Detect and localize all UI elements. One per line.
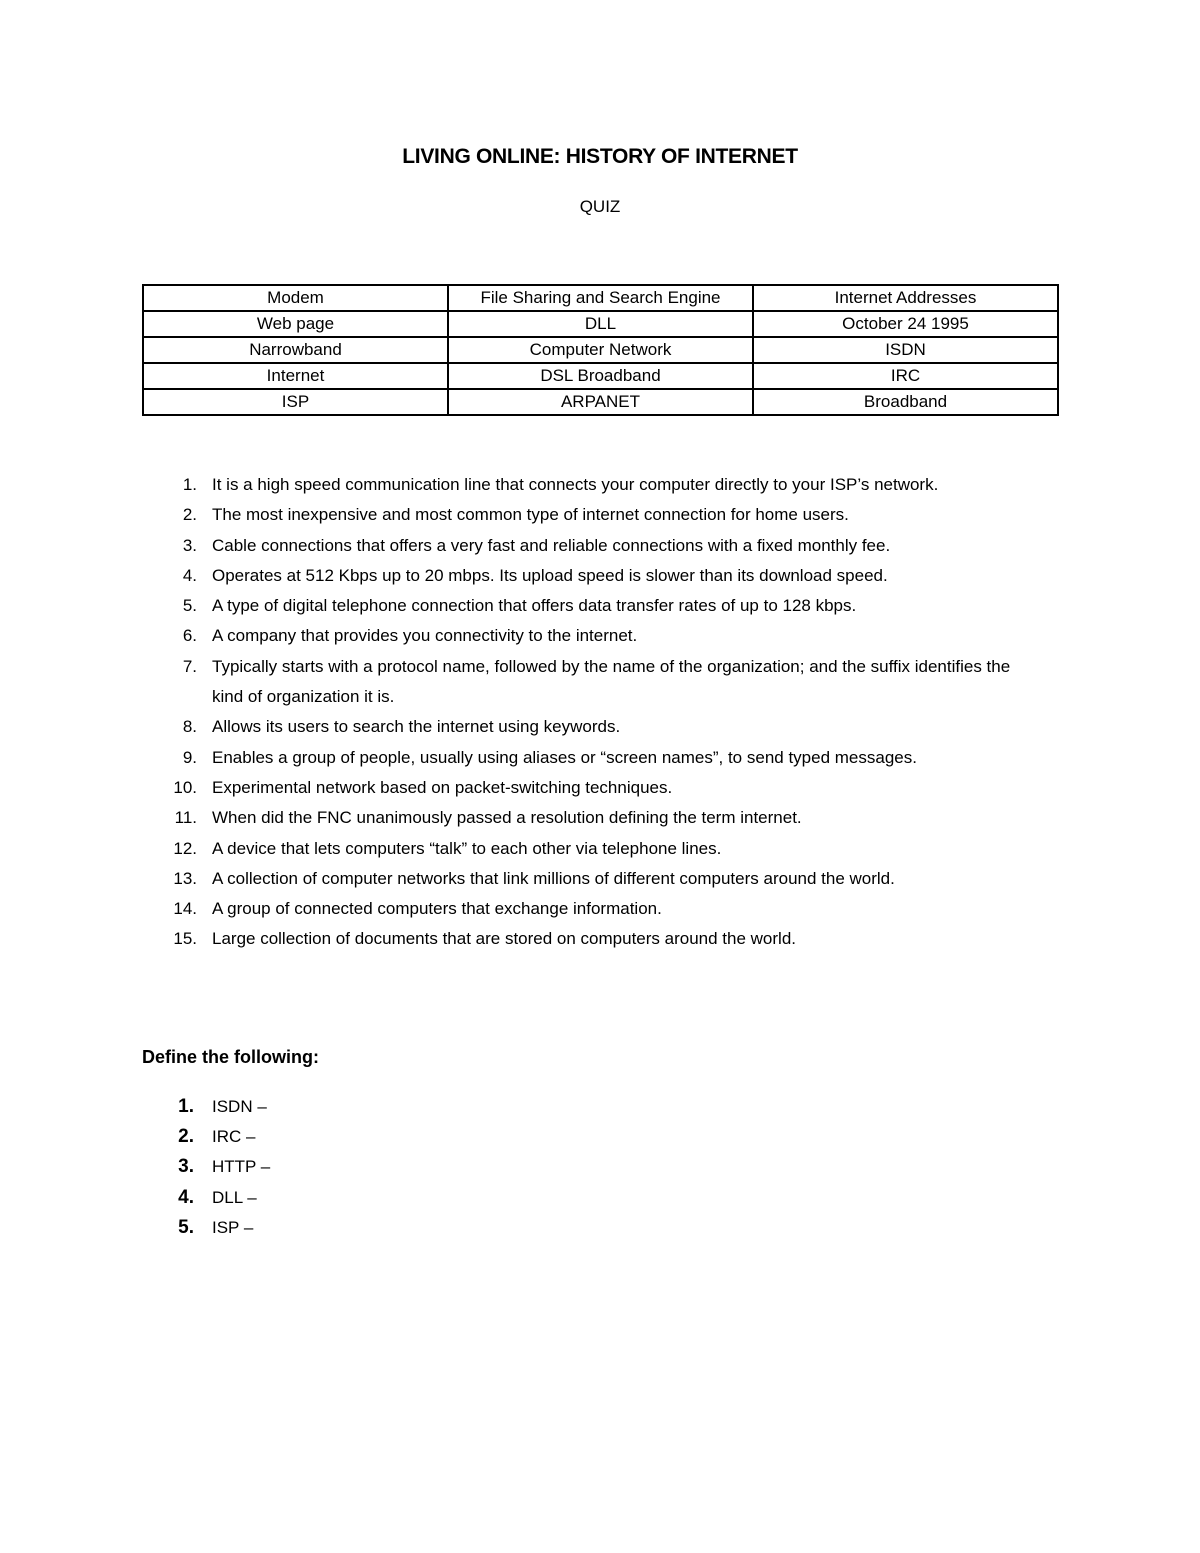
- table-cell: DLL: [448, 311, 753, 337]
- item-number: 5.: [182, 596, 197, 616]
- item-number: 4.: [182, 565, 197, 585]
- item-number: 10.: [173, 777, 197, 797]
- table-cell: IRC: [753, 363, 1058, 389]
- list-item: [142, 531, 1042, 561]
- list-item: [142, 1092, 742, 1122]
- item-number: 13.: [173, 868, 197, 888]
- table-cell: Computer Network: [448, 337, 753, 363]
- table-cell: Internet: [143, 363, 448, 389]
- list-item: [142, 743, 1042, 773]
- list-item: [142, 864, 1042, 894]
- table-cell: DSL Broadband: [448, 363, 753, 389]
- question-list: [142, 470, 1042, 955]
- item-text: Experimental network based on packet-switching techniques.: [212, 777, 673, 797]
- table-row: [143, 337, 1058, 363]
- item-text: A group of connected computers that exchange information.: [212, 899, 662, 919]
- list-item: [142, 834, 1042, 864]
- item-text: The most inexpensive and most common type of internet connection for home users.: [212, 505, 849, 525]
- item-number: 1.: [182, 475, 197, 494]
- item-text: When did the FNC unanimously passed a resolution defining the term internet.: [212, 808, 802, 828]
- word-bank-table: [142, 284, 1059, 416]
- item-text: Allows its users to search the internet using keywords.: [212, 717, 621, 737]
- table-cell: October 24 1995: [753, 311, 1058, 337]
- list-item: [142, 773, 1042, 803]
- item-text: Operates at 512 Kbps up to 20 mbps. Its upload speed is slower than its download speed.: [212, 565, 888, 585]
- item-number: 1.: [178, 1096, 194, 1117]
- item-number: 9.: [182, 747, 197, 767]
- list-item: [142, 621, 1042, 651]
- item-number: 3.: [182, 535, 197, 555]
- item-number: 6.: [182, 626, 197, 646]
- table-cell: Modem: [143, 285, 448, 311]
- item-number: 5.: [178, 1216, 194, 1238]
- item-text: A company that provides you connectivity to the internet.: [212, 626, 638, 646]
- list-item: [142, 803, 1042, 833]
- list-item: [142, 561, 1042, 591]
- item-text: Typically starts with a protocol name, followed by the name of the organization; and the suffix identifies the kind of organization it is.: [212, 656, 1011, 707]
- table-row: [143, 285, 1058, 311]
- table-cell: File Sharing and Search Engine: [448, 285, 753, 311]
- define-list: [142, 1092, 742, 1243]
- item-text: Cable connections that offers a very fast and reliable connections with a fixed monthly fee.: [212, 535, 891, 555]
- item-text: ISDN –: [212, 1097, 267, 1116]
- item-text: A type of digital telephone connection that offers data transfer rates of up to 128 kbps.: [212, 596, 857, 616]
- item-number: 8.: [182, 717, 197, 737]
- list-item: [142, 712, 1042, 742]
- item-text: DLL –: [212, 1187, 257, 1207]
- document-subtitle: QUIZ: [579, 197, 621, 216]
- item-text: Enables a group of people, usually using aliases or “screen names”, to send typed messages.: [212, 747, 917, 767]
- table-cell: Narrowband: [143, 337, 448, 363]
- item-number: 15.: [173, 929, 197, 949]
- item-text: It is a high speed communication line that connects your computer directly to your ISP’s network.: [212, 475, 939, 494]
- item-number: 2.: [182, 505, 197, 525]
- table-cell: Broadband: [753, 389, 1058, 415]
- item-text: IRC –: [212, 1127, 256, 1147]
- item-number: 7.: [182, 656, 197, 676]
- list-item: [142, 652, 1042, 713]
- list-item: [142, 500, 1042, 530]
- item-number: 12.: [173, 838, 197, 858]
- table-cell: Internet Addresses: [753, 285, 1058, 311]
- define-heading: Define the following:: [142, 1047, 319, 1067]
- item-text: HTTP –: [212, 1157, 271, 1177]
- item-number: 14.: [173, 899, 197, 919]
- item-text: ISP –: [212, 1217, 254, 1237]
- table-cell: ISP: [143, 389, 448, 415]
- list-item: [142, 591, 1042, 621]
- table-row: [143, 389, 1058, 415]
- item-number: 4.: [178, 1186, 194, 1208]
- table-cell: ARPANET: [448, 389, 753, 415]
- table-cell: Web page: [143, 311, 448, 337]
- list-item: [142, 1213, 742, 1243]
- item-number: 2.: [178, 1126, 194, 1148]
- list-item: [142, 1152, 742, 1182]
- table-cell: ISDN: [753, 337, 1058, 363]
- item-number: 11.: [174, 808, 197, 828]
- document-title: LIVING ONLINE: HISTORY OF INTERNET: [402, 145, 798, 168]
- list-item: [142, 894, 1042, 924]
- item-text: A device that lets computers “talk” to each other via telephone lines.: [212, 838, 722, 858]
- table-row: [143, 311, 1058, 337]
- list-item: [142, 1122, 742, 1152]
- item-text: A collection of computer networks that link millions of different computers around the world.: [212, 868, 895, 888]
- table-row: [143, 363, 1058, 389]
- list-item: [142, 470, 1042, 500]
- item-number: 3.: [178, 1156, 194, 1178]
- list-item: [142, 1183, 742, 1213]
- item-text: Large collection of documents that are stored on computers around the world.: [212, 929, 797, 949]
- list-item: [142, 924, 1042, 954]
